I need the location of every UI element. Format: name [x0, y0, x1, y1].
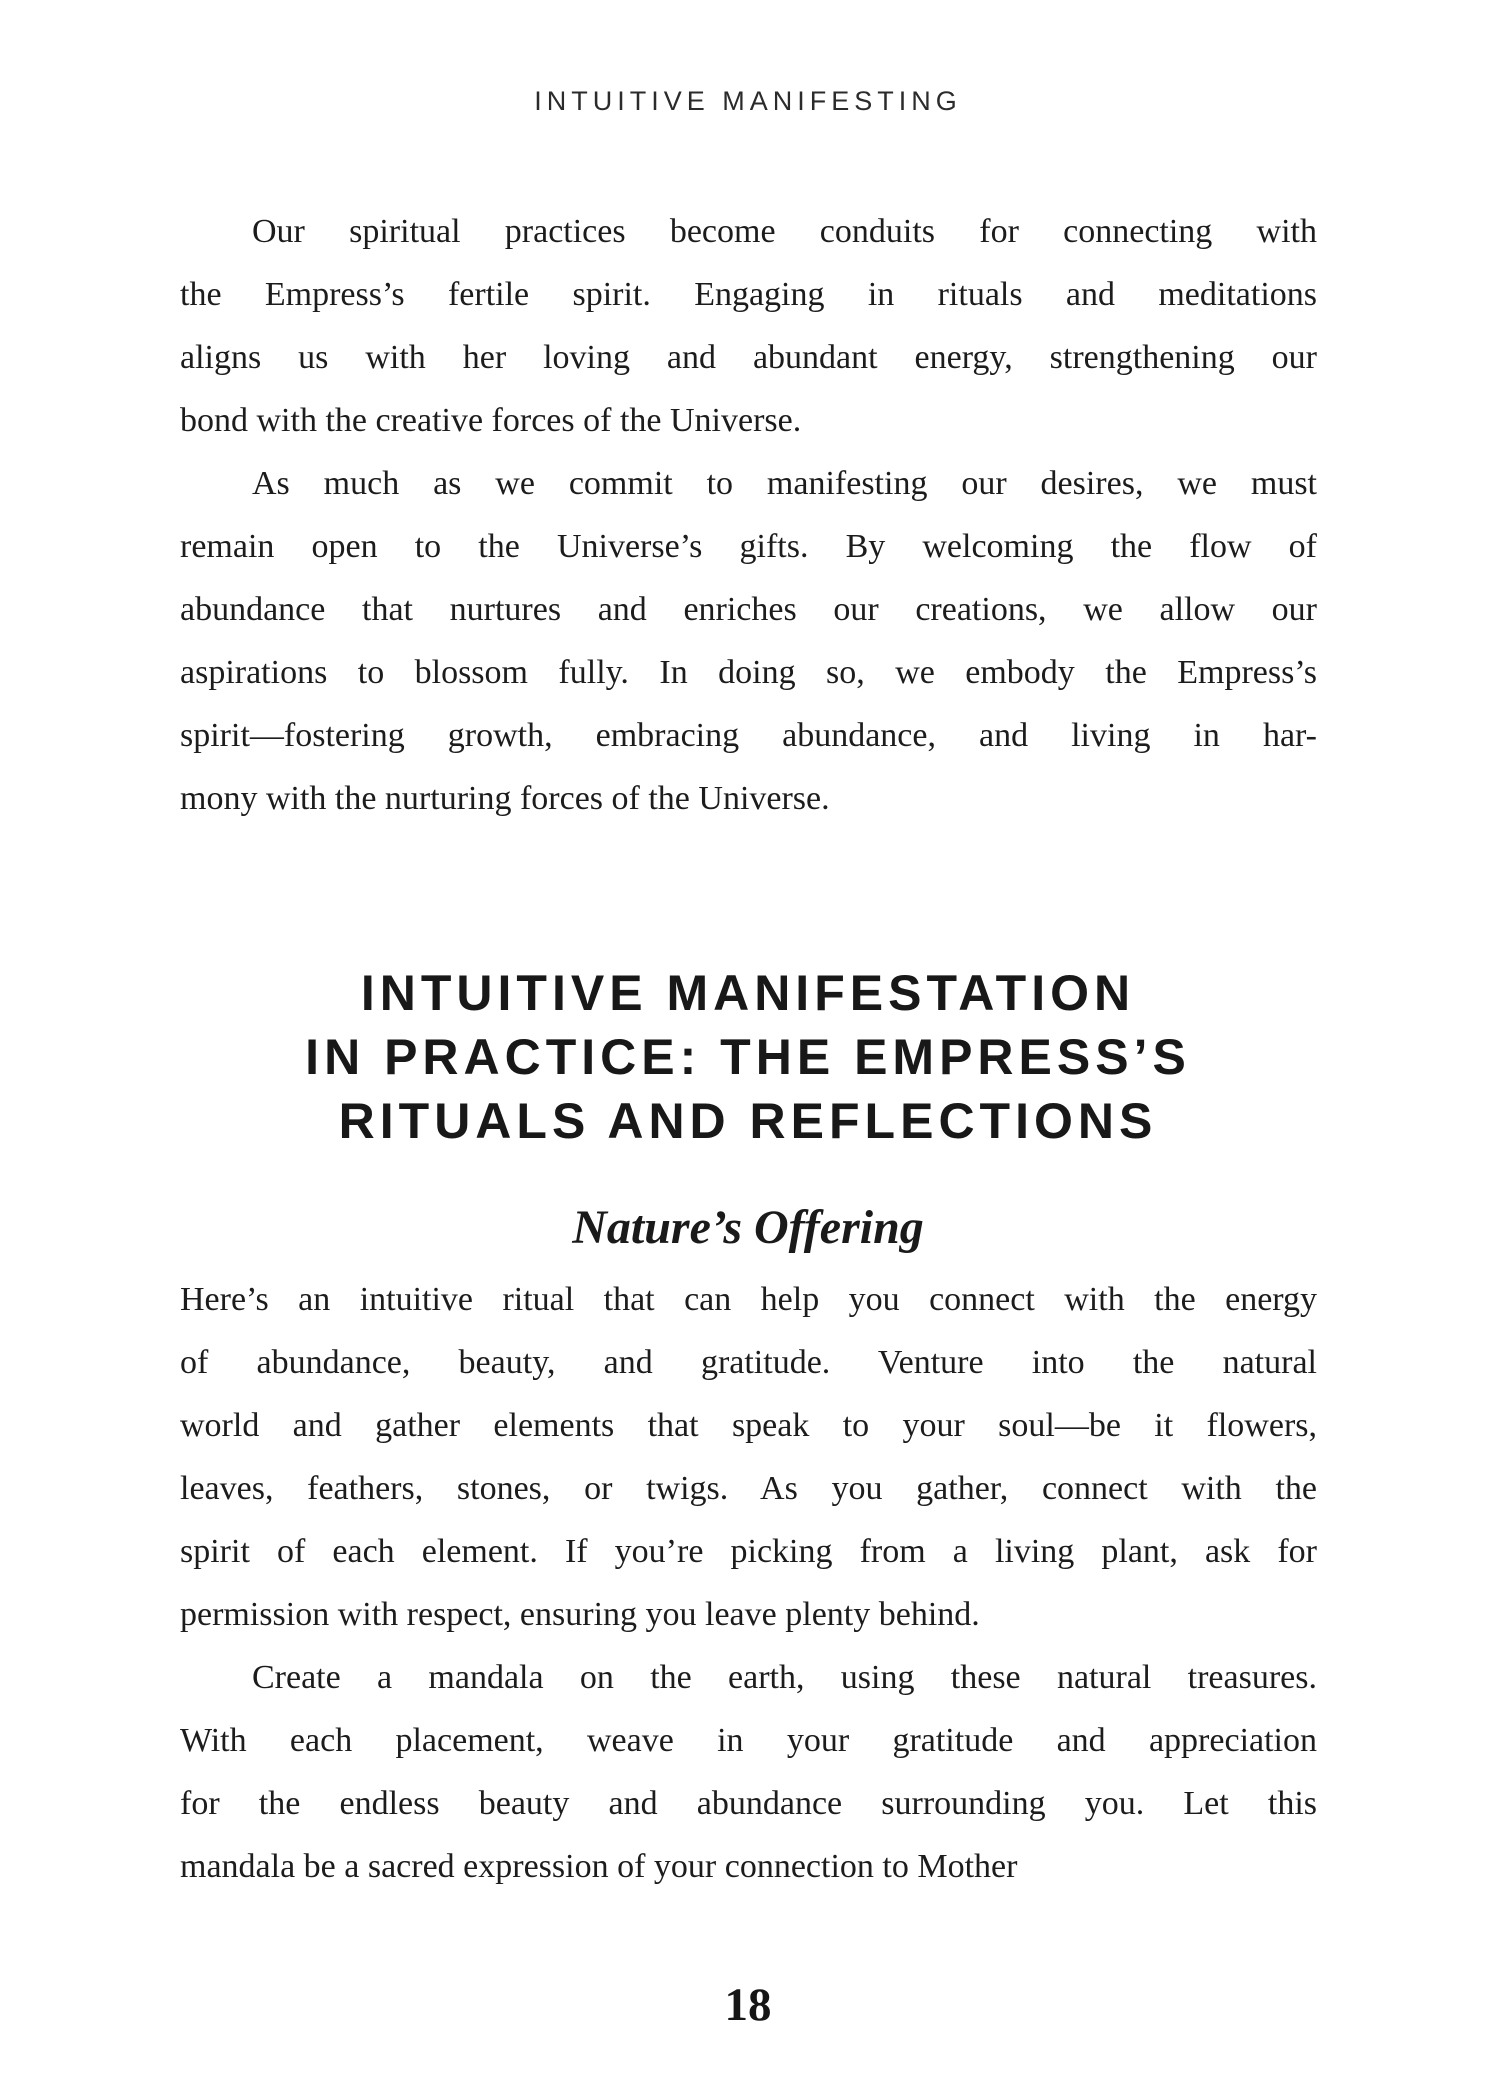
page-number: 18 [724, 1979, 772, 2031]
body-text-line: world and gather elements that speak to your soul—be it flowers, [180, 1407, 1317, 1444]
section-subheading: Nature’s Offering [572, 1201, 924, 1254]
body-text-block-lower [180, 1268, 1317, 1898]
section-heading-line: INTUITIVE MANIFESTATION [360, 965, 1136, 1021]
body-text-line: Create a mandala on the earth, using these natural treasures. [252, 1659, 1317, 1696]
section-heading-line: IN PRACTICE: THE EMPRESS’S [305, 1029, 1191, 1085]
body-text-line: leaves, feathers, stones, or twigs. As you gather, connect with the [180, 1470, 1317, 1507]
body-text-line: As much as we commit to manifesting our desires, we must [252, 465, 1317, 502]
body-text-line: bond with the creative forces of the Universe. [180, 402, 802, 439]
section-heading [0, 961, 1496, 1153]
body-text-line: aligns us with her loving and abundant energy, strengthening our [180, 339, 1317, 376]
body-text-line: spirit of each element. If you’re picking from a living plant, ask for [180, 1533, 1317, 1570]
body-text-line: aspirations to blossom fully. In doing so, we embody the Empress’s [180, 654, 1317, 691]
body-text-line: remain open to the Universe’s gifts. By welcoming the flow of [180, 528, 1317, 565]
running-header: INTUITIVE MANIFESTING [534, 86, 962, 116]
body-text-line: for the endless beauty and abundance surrounding you. Let this [180, 1785, 1317, 1822]
body-text-line: the Empress’s fertile spirit. Engaging in rituals and meditations [180, 276, 1317, 313]
body-text-line: of abundance, beauty, and gratitude. Venture into the natural [180, 1344, 1317, 1381]
body-text-line: Our spiritual practices become conduits for connecting with [252, 213, 1317, 250]
body-text-line: permission with respect, ensuring you leave plenty behind. [180, 1596, 980, 1633]
body-text-block-upper [180, 200, 1317, 830]
body-text-line: Here’s an intuitive ritual that can help you connect with the energy [180, 1281, 1317, 1318]
body-text-line: mony with the nurturing forces of the Universe. [180, 780, 830, 817]
body-text-line: abundance that nurtures and enriches our creations, we allow our [180, 591, 1317, 628]
body-text-line: spirit—fostering growth, embracing abundance, and living in har- [180, 717, 1317, 754]
body-text-line: With each placement, weave in your gratitude and appreciation [180, 1722, 1317, 1759]
section-heading-line: RITUALS AND REFLECTIONS [338, 1093, 1158, 1149]
body-text-line: mandala be a sacred expression of your connection to Mother [180, 1848, 1018, 1885]
